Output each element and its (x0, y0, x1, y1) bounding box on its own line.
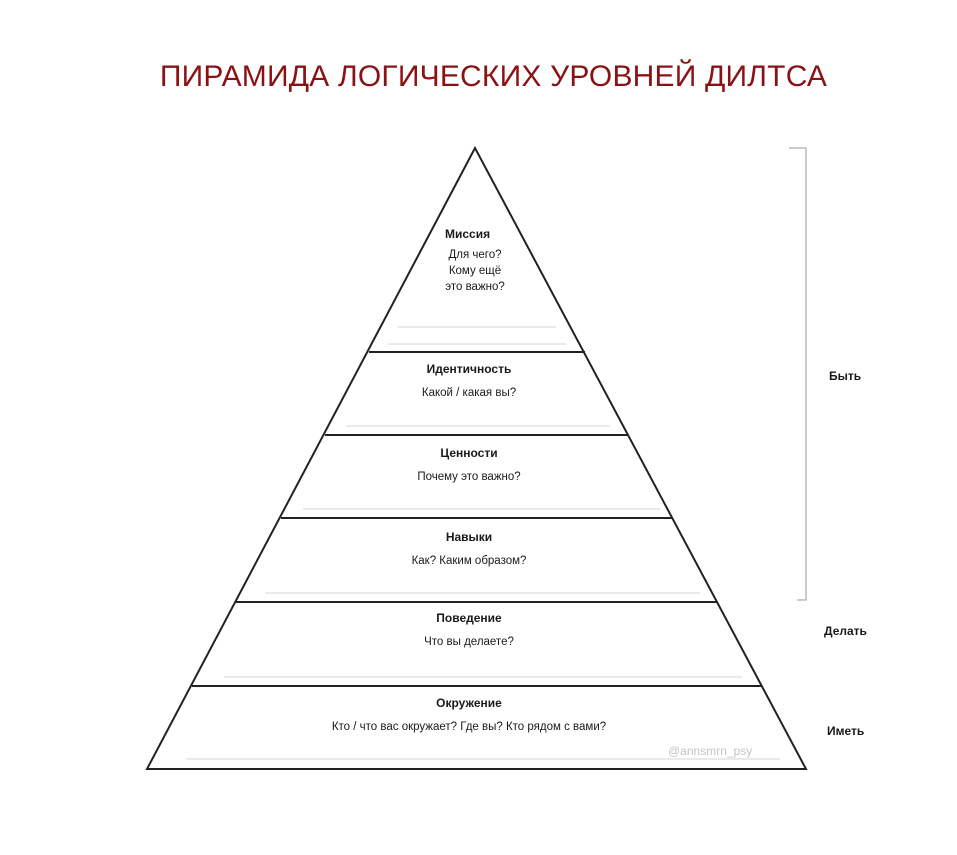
level-environment (279, 696, 659, 735)
level-identity (369, 362, 569, 401)
level-name: Идентичность (426, 362, 512, 376)
level-question: Для чего? Кому ещё это важно? (445, 249, 505, 293)
level-name: Навыки (445, 530, 493, 544)
be-bracket (789, 148, 806, 600)
level-question: Кто / что вас окружает? Где вы? Кто рядом с вами? (331, 721, 607, 733)
watermark: @annsmrn_psy (668, 744, 753, 758)
level-name: Миссия (445, 227, 491, 241)
level-question: Что вы делаете? (424, 636, 514, 648)
level-name: Поведение (436, 611, 502, 625)
level-mission (405, 227, 545, 295)
side-label-have: Иметь (827, 724, 865, 738)
side-label-do: Делать (824, 624, 867, 638)
side-label-be: Быть (829, 369, 862, 383)
level-question: Как? Каким образом? (411, 555, 527, 567)
level-name: Окружение (436, 696, 502, 710)
level-name: Ценности (440, 446, 498, 460)
level-question: Почему это важно? (417, 471, 521, 483)
level-question: Какой / какая вы? (421, 387, 517, 399)
page-title: ПИРАМИДА ЛОГИЧЕСКИХ УРОВНЕЙ ДИЛТСА (159, 60, 828, 93)
level-skills (369, 530, 569, 569)
level-values (369, 446, 569, 485)
level-behavior (369, 611, 569, 650)
